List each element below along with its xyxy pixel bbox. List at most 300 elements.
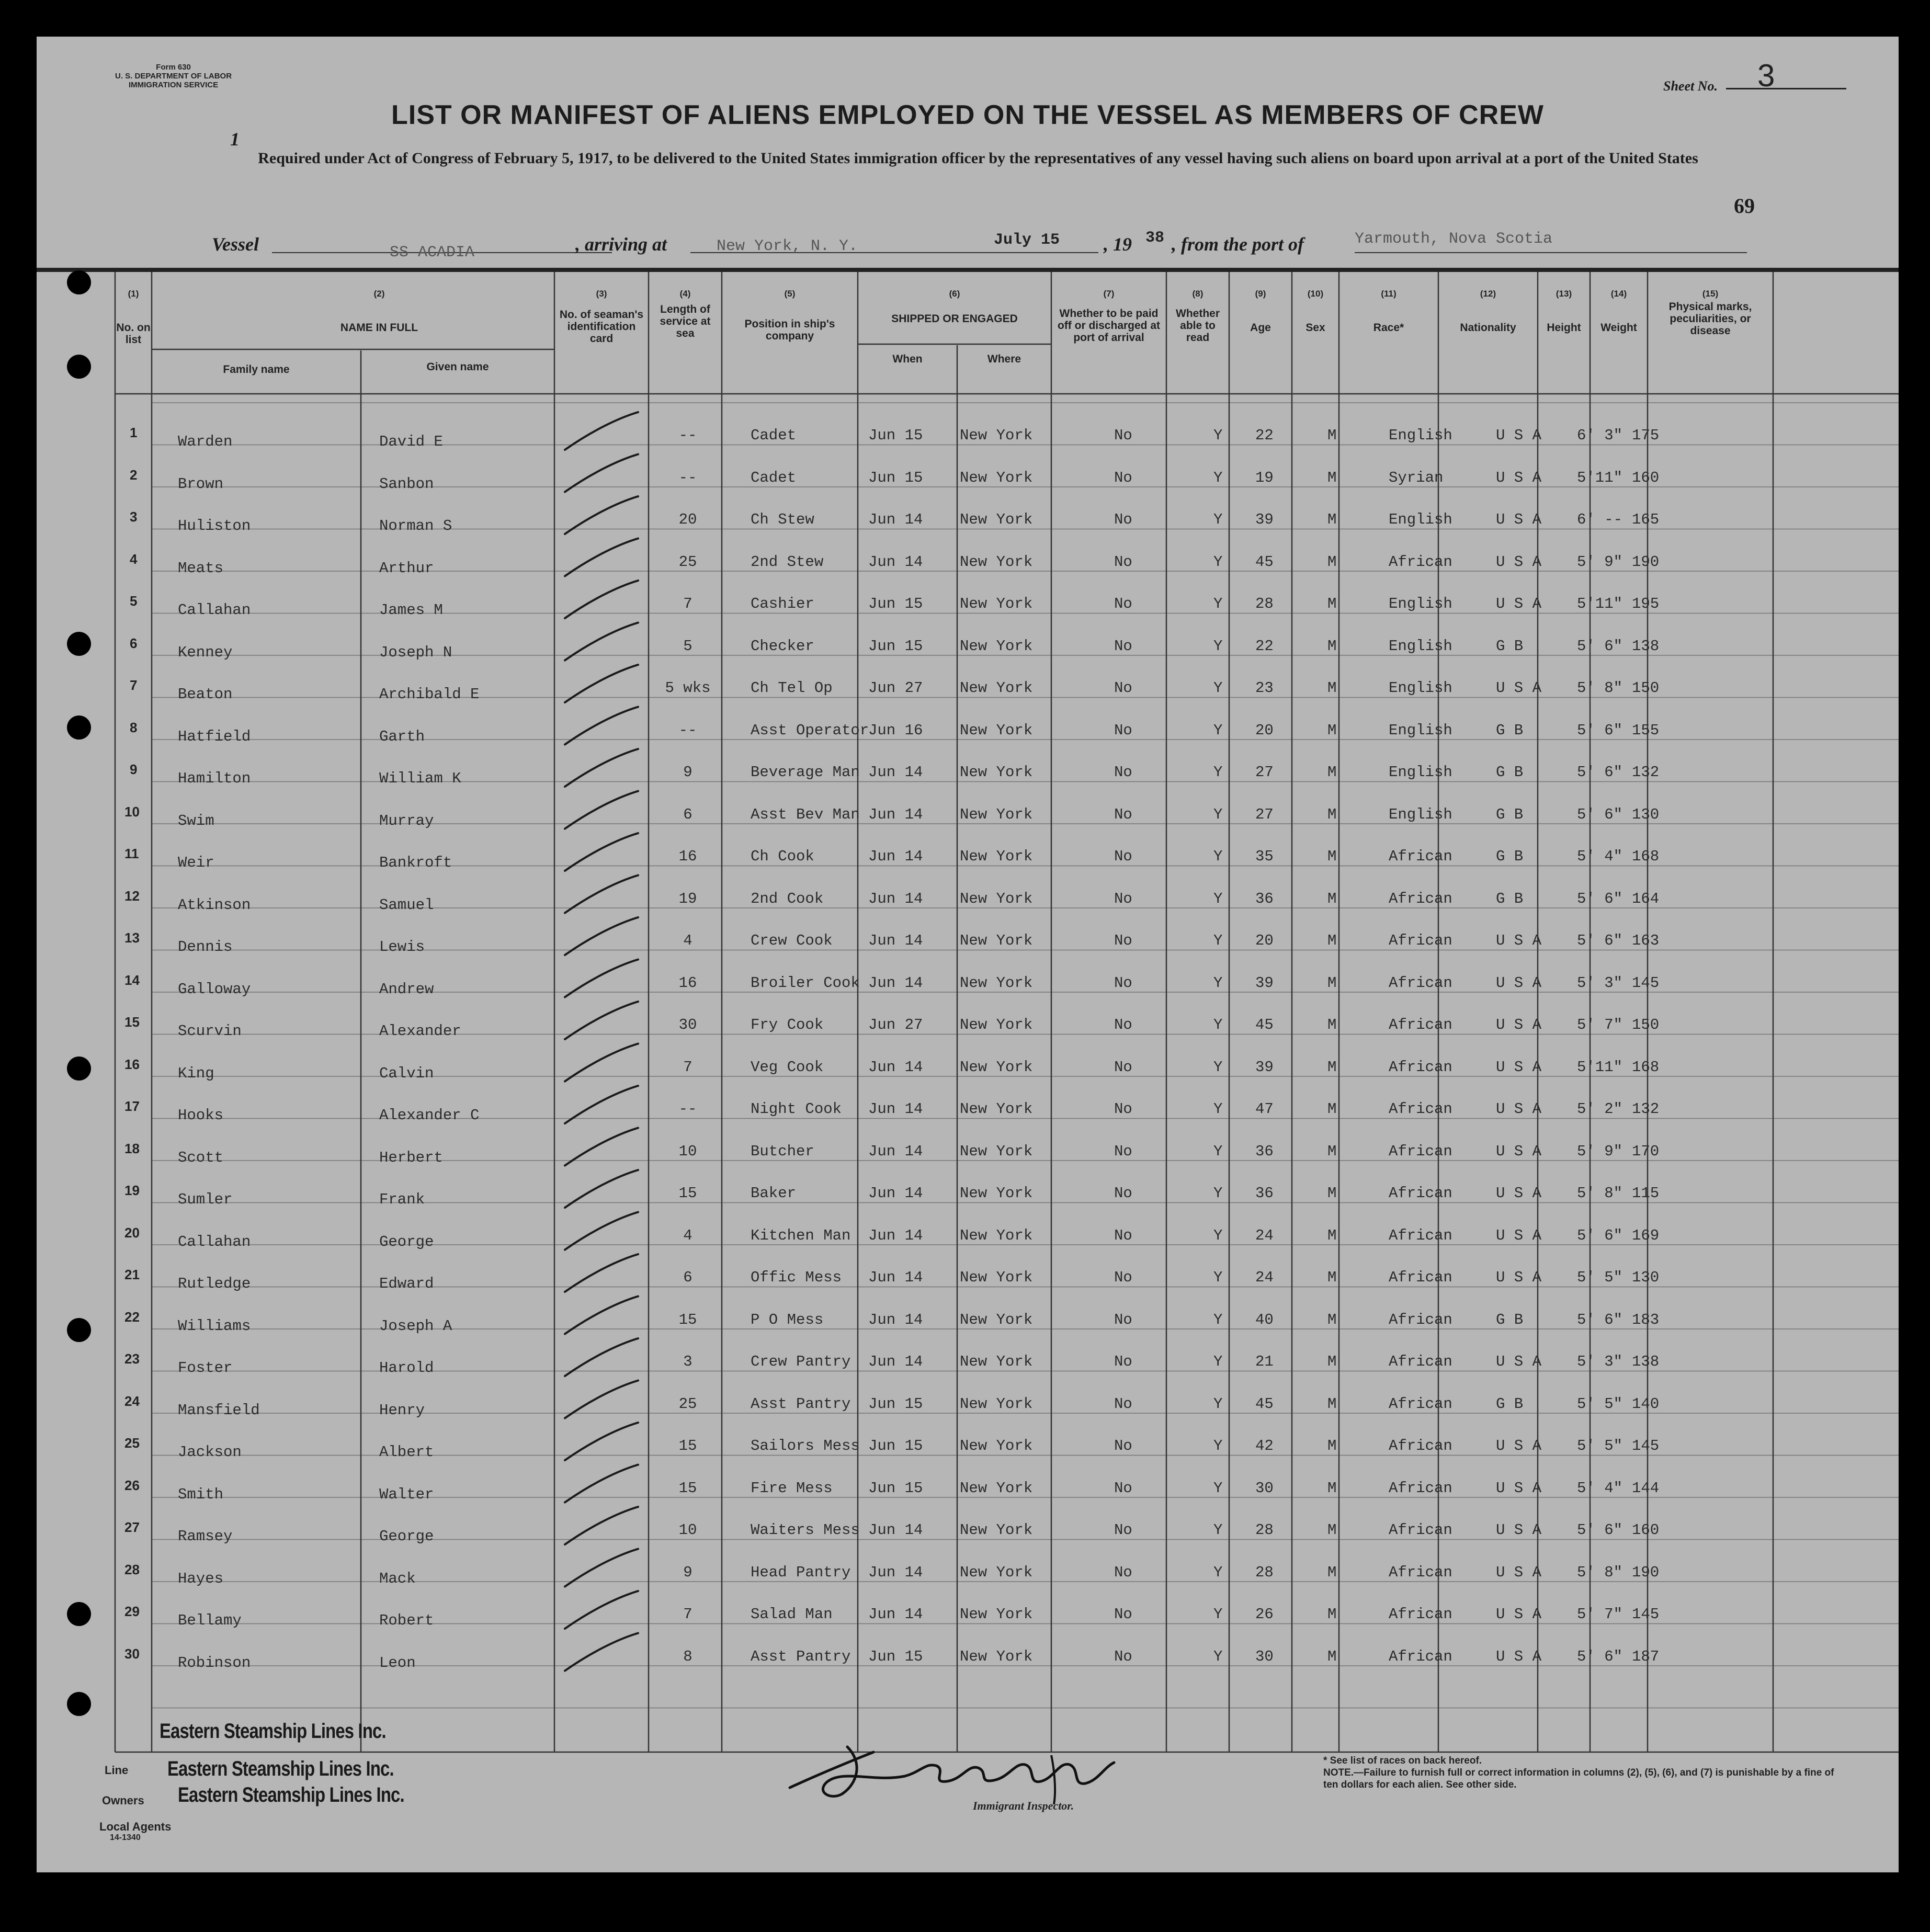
cell-weight: 132 — [1632, 1100, 1660, 1118]
cell-race: Syrian — [1389, 469, 1444, 486]
cell-when: Jun 14 — [868, 764, 923, 781]
check-mark — [565, 1423, 638, 1460]
cell-weight: 144 — [1632, 1479, 1660, 1497]
cell-height: 5'11" — [1577, 469, 1623, 486]
cell-family: Hayes — [178, 1570, 224, 1587]
cell-family: Meats — [178, 559, 224, 577]
cell-read: Y — [1213, 721, 1223, 739]
cell-position: Night Cook — [751, 1100, 842, 1118]
check-mark — [565, 1297, 638, 1334]
row-number: 17 — [124, 1098, 140, 1114]
cell-when: Jun 14 — [868, 1563, 923, 1581]
cell-position: Fry Cook — [751, 1016, 824, 1033]
col12-number: (12) — [1480, 289, 1496, 299]
cell-position: Broiler Cook — [751, 974, 860, 992]
cell-weight: 195 — [1632, 595, 1660, 612]
cell-where: New York — [960, 1563, 1033, 1581]
cell-given: Leon — [379, 1654, 416, 1672]
cell-nat: U S A — [1496, 1142, 1542, 1160]
row-number: 7 — [130, 677, 138, 693]
cell-family: Scurvin — [178, 1022, 242, 1040]
row-number: 16 — [124, 1056, 140, 1072]
cell-height: 5' 5" — [1577, 1395, 1623, 1413]
cell-given: Walter — [379, 1485, 434, 1503]
cell-sex: M — [1327, 1563, 1337, 1581]
cell-position: Fire Mess — [751, 1479, 833, 1497]
cell-paid: No — [1114, 805, 1132, 823]
cell-service: 15 — [678, 1185, 697, 1202]
cell-nat: U S A — [1496, 553, 1542, 571]
cell-service: 15 — [678, 1437, 697, 1454]
cell-given: Harold — [379, 1359, 434, 1377]
cell-given: Norman S — [379, 517, 452, 535]
cell-service: 5 — [683, 637, 692, 655]
col8-number: (8) — [1192, 289, 1204, 299]
cell-nat: G B — [1496, 1395, 1524, 1413]
col14-header: Weight — [1600, 322, 1637, 334]
cell-paid: No — [1114, 1100, 1132, 1118]
cell-given: George — [379, 1233, 434, 1251]
row-number: 27 — [124, 1519, 140, 1535]
inspector-signature — [769, 1731, 1135, 1804]
cell-where: New York — [960, 1606, 1033, 1623]
row-number: 20 — [124, 1224, 140, 1241]
cell-race: African — [1389, 1058, 1452, 1076]
cell-height: 5' 8" — [1577, 1563, 1623, 1581]
cell-race: African — [1389, 553, 1452, 571]
row-number: 28 — [124, 1561, 140, 1577]
cell-age: 19 — [1255, 469, 1274, 486]
cell-where: New York — [960, 1226, 1033, 1244]
check-mark — [565, 1044, 638, 1082]
cell-read: Y — [1213, 1437, 1223, 1454]
cell-sex: M — [1327, 721, 1337, 739]
cell-service: 7 — [683, 595, 692, 612]
cell-read: Y — [1213, 1521, 1223, 1539]
cell-age: 24 — [1255, 1226, 1274, 1244]
cell-height: 5' 6" — [1577, 932, 1623, 949]
cell-height: 5' 3" — [1577, 1353, 1623, 1370]
cell-service: 5 wks — [665, 679, 711, 697]
cell-read: Y — [1213, 595, 1223, 612]
col10-header: Sex — [1305, 322, 1325, 334]
check-mark — [565, 412, 638, 450]
cell-family: Warden — [178, 433, 233, 450]
cell-height: 5' 5" — [1577, 1437, 1623, 1454]
cell-weight: 145 — [1632, 1606, 1660, 1623]
cell-height: 5' 4" — [1577, 848, 1623, 865]
cell-nat: U S A — [1496, 1100, 1542, 1118]
cell-age: 26 — [1255, 1606, 1274, 1623]
cell-sex: M — [1327, 511, 1337, 528]
col8-header: Whether able to read — [1176, 308, 1220, 344]
cell-service: 8 — [683, 1647, 692, 1665]
cell-age: 30 — [1255, 1479, 1274, 1497]
cell-age: 45 — [1255, 1016, 1274, 1033]
cell-service: -- — [678, 469, 697, 486]
col4-number: (4) — [679, 289, 691, 299]
cell-sex: M — [1327, 427, 1337, 444]
col2-header: NAME IN FULL — [340, 322, 418, 334]
cell-paid: No — [1114, 1395, 1132, 1413]
check-mark — [565, 1507, 638, 1544]
col3-number: (3) — [596, 289, 607, 299]
cell-nat: U S A — [1496, 595, 1542, 612]
cell-when: Jun 14 — [868, 1353, 923, 1370]
cell-when: Jun 14 — [868, 890, 923, 907]
row-number: 15 — [124, 1014, 140, 1030]
cell-weight: 190 — [1632, 553, 1660, 571]
cell-when: Jun 14 — [868, 511, 923, 528]
cell-age: 22 — [1255, 427, 1274, 444]
cell-nat: U S A — [1496, 1647, 1542, 1665]
col1-number: (1) — [128, 289, 139, 299]
cell-paid: No — [1114, 848, 1132, 865]
department-name: U. S. DEPARTMENT OF LABOR — [115, 72, 232, 81]
year-prefix: , 19 — [1104, 234, 1132, 255]
cell-given: David E — [379, 433, 443, 450]
where-header: Where — [987, 353, 1021, 365]
col1-header: No. on list — [116, 322, 151, 346]
family-name-header: Family name — [223, 363, 290, 376]
arriving-label: , arriving at — [575, 234, 667, 255]
check-mark — [565, 1549, 638, 1587]
cell-position: 2nd Stew — [751, 553, 824, 571]
cell-weight: 183 — [1632, 1311, 1660, 1328]
cell-sex: M — [1327, 764, 1337, 781]
cell-read: Y — [1213, 1100, 1223, 1118]
cell-family: Hamilton — [178, 770, 251, 787]
cell-service: -- — [678, 427, 697, 444]
cell-given: Arthur — [379, 559, 434, 577]
arrival-date: July 15 — [994, 231, 1060, 249]
cell-when: Jun 14 — [868, 974, 923, 992]
cell-position: Offic Mess — [751, 1269, 842, 1286]
check-mark — [565, 833, 638, 871]
cell-sex: M — [1327, 1437, 1337, 1454]
cell-weight: 170 — [1632, 1142, 1660, 1160]
cell-read: Y — [1213, 1395, 1223, 1413]
cell-race: English — [1389, 721, 1452, 739]
cell-service: 6 — [683, 805, 692, 823]
cell-position: Crew Pantry — [751, 1353, 851, 1370]
row-number: 6 — [130, 635, 138, 651]
cell-height: 5' 6" — [1577, 1647, 1623, 1665]
cell-when: Jun 16 — [868, 721, 923, 739]
cell-where: New York — [960, 553, 1033, 571]
cell-sex: M — [1327, 974, 1337, 992]
cell-family: Mansfield — [178, 1401, 260, 1419]
row-number: 19 — [124, 1183, 140, 1198]
cell-read: Y — [1213, 637, 1223, 655]
punch-hole — [67, 1602, 91, 1626]
sheet-number-label: Sheet No. — [1663, 78, 1718, 94]
cell-family: Ramsey — [178, 1528, 233, 1545]
check-mark — [565, 1212, 638, 1250]
cell-nat: U S A — [1496, 1353, 1542, 1370]
cell-paid: No — [1114, 1226, 1132, 1244]
penalty-note: NOTE.—Failure to furnish full or correct information in columns (2), (5), (6), and (7) is punishable by a fine of ten dollars for each alien. See other side. — [1323, 1767, 1834, 1790]
cell-where: New York — [960, 1185, 1033, 1202]
check-mark — [565, 496, 638, 534]
cell-when: Jun 15 — [868, 1437, 923, 1454]
cell-position: Crew Cook — [751, 932, 833, 949]
cell-height: 5' 9" — [1577, 1142, 1623, 1160]
col13-header: Height — [1547, 322, 1581, 334]
cell-race: African — [1389, 1521, 1452, 1539]
cell-weight: 190 — [1632, 1563, 1660, 1581]
cell-sex: M — [1327, 890, 1337, 907]
vessel-value: SS ACADIA — [390, 244, 475, 262]
cell-nat: U S A — [1496, 974, 1542, 992]
cell-height: 5' 4" — [1577, 1479, 1623, 1497]
cell-sex: M — [1327, 1142, 1337, 1160]
cell-sex: M — [1327, 679, 1337, 697]
row-number: 3 — [130, 509, 138, 525]
cell-nat: G B — [1496, 848, 1524, 865]
cell-position: Ch Tel Op — [751, 679, 833, 697]
cell-race: African — [1389, 1606, 1452, 1623]
cell-where: New York — [960, 890, 1033, 907]
cell-nat: G B — [1496, 721, 1524, 739]
cell-read: Y — [1213, 848, 1223, 865]
cell-where: New York — [960, 1058, 1033, 1076]
cell-paid: No — [1114, 1479, 1132, 1497]
row-number: 2 — [130, 467, 138, 483]
cell-age: 27 — [1255, 764, 1274, 781]
cell-height: 5' 6" — [1577, 890, 1623, 907]
row-number: 26 — [124, 1477, 140, 1493]
cell-where: New York — [960, 1353, 1033, 1370]
cell-nat: U S A — [1496, 1185, 1542, 1202]
cell-given: Lewis — [379, 938, 425, 956]
cell-where: New York — [960, 974, 1033, 992]
cell-race: English — [1389, 637, 1452, 655]
cell-age: 45 — [1255, 553, 1274, 571]
col14-number: (14) — [1610, 289, 1627, 299]
punch-hole — [67, 1692, 91, 1716]
check-mark — [565, 1633, 638, 1671]
cell-sex: M — [1327, 469, 1337, 486]
cell-read: Y — [1213, 1606, 1223, 1623]
cell-nat: U S A — [1496, 1521, 1542, 1539]
cell-race: African — [1389, 1353, 1452, 1370]
cell-age: 20 — [1255, 721, 1274, 739]
cell-race: African — [1389, 1311, 1452, 1328]
cell-height: 5'11" — [1577, 595, 1623, 612]
cell-sex: M — [1327, 1226, 1337, 1244]
cell-nat: U S A — [1496, 1606, 1542, 1623]
cell-height: 5' 6" — [1577, 805, 1623, 823]
cell-where: New York — [960, 932, 1033, 949]
cell-age: 27 — [1255, 805, 1274, 823]
cell-nat: U S A — [1496, 932, 1542, 949]
cell-age: 28 — [1255, 595, 1274, 612]
cell-given: James M — [379, 601, 443, 619]
cell-given: Calvin — [379, 1064, 434, 1082]
cell-service: 9 — [683, 1563, 692, 1581]
cell-height: 5' 2" — [1577, 1100, 1623, 1118]
check-mark — [565, 791, 638, 829]
cell-read: Y — [1213, 1563, 1223, 1581]
cell-service: 9 — [683, 764, 692, 781]
cell-nat: G B — [1496, 637, 1524, 655]
cell-weight: 132 — [1632, 764, 1660, 781]
col13-number: (13) — [1556, 289, 1572, 299]
cell-paid: No — [1114, 1563, 1132, 1581]
cell-position: Checker — [751, 637, 814, 655]
row-number: 23 — [124, 1351, 140, 1367]
arrival-year: 38 — [1145, 229, 1165, 247]
col5-header: Position in ship's company — [744, 318, 835, 342]
cell-paid: No — [1114, 974, 1132, 992]
cell-when: Jun 15 — [868, 1647, 923, 1665]
cell-nat: G B — [1496, 805, 1524, 823]
cell-position: Ch Cook — [751, 848, 814, 865]
table-grid — [37, 37, 1899, 1872]
cell-position: Veg Cook — [751, 1058, 824, 1076]
row-number: 24 — [124, 1393, 140, 1409]
cell-service: 15 — [678, 1479, 697, 1497]
cell-read: Y — [1213, 764, 1223, 781]
cell-read: Y — [1213, 1311, 1223, 1328]
cell-age: 30 — [1255, 1647, 1274, 1665]
cell-race: African — [1389, 1226, 1452, 1244]
from-port-value: Yarmouth, Nova Scotia — [1355, 230, 1553, 248]
cell-family: Atkinson — [178, 896, 251, 914]
cell-family: Hooks — [178, 1107, 224, 1124]
cell-weight: 150 — [1632, 679, 1660, 697]
cell-when: Jun 14 — [868, 1269, 923, 1286]
cell-race: English — [1389, 764, 1452, 781]
cell-when: Jun 15 — [868, 469, 923, 486]
cell-height: 6' -- — [1577, 511, 1623, 528]
cell-where: New York — [960, 1647, 1033, 1665]
cell-where: New York — [960, 1016, 1033, 1033]
cell-height: 5'11" — [1577, 1058, 1623, 1076]
check-mark — [565, 1591, 638, 1629]
cell-height: 5' 6" — [1577, 1311, 1623, 1328]
service-name: IMMIGRATION SERVICE — [128, 81, 219, 89]
row-number: 18 — [124, 1140, 140, 1156]
cell-where: New York — [960, 595, 1033, 612]
cell-where: New York — [960, 1479, 1033, 1497]
cell-nat: G B — [1496, 890, 1524, 907]
cell-position: Asst Bev Man — [751, 805, 860, 823]
cell-height: 5' 6" — [1577, 637, 1623, 655]
cell-sex: M — [1327, 1521, 1337, 1539]
cell-race: African — [1389, 1563, 1452, 1581]
cell-family: Galloway — [178, 980, 251, 998]
cell-position: Sailors Mess — [751, 1437, 860, 1454]
cell-family: Sumler — [178, 1191, 233, 1208]
cell-where: New York — [960, 427, 1033, 444]
cell-nat: U S A — [1496, 679, 1542, 697]
check-mark — [565, 749, 638, 787]
cell-nat: U S A — [1496, 469, 1542, 486]
cell-paid: No — [1114, 1185, 1132, 1202]
cell-read: Y — [1213, 890, 1223, 907]
cell-position: P O Mess — [751, 1311, 824, 1328]
cell-race: English — [1389, 511, 1452, 528]
cell-service: 6 — [683, 1269, 692, 1286]
cell-position: Asst Operator — [751, 721, 869, 739]
cell-when: Jun 14 — [868, 1142, 923, 1160]
local-agents-label: Local Agents — [99, 1820, 172, 1833]
cell-paid: No — [1114, 721, 1132, 739]
cell-weight: 145 — [1632, 1437, 1660, 1454]
cell-service: 7 — [683, 1058, 692, 1076]
row-number: 4 — [130, 551, 138, 567]
cell-nat: U S A — [1496, 1563, 1542, 1581]
cell-race: English — [1389, 679, 1452, 697]
cell-height: 5' 3" — [1577, 974, 1623, 992]
cell-family: Huliston — [178, 517, 251, 535]
form-number: Form 630 — [156, 63, 191, 72]
row-number: 13 — [124, 930, 140, 946]
cell-given: Bankroft — [379, 854, 452, 871]
cell-position: Cadet — [751, 469, 797, 486]
cell-position: Head Pantry — [751, 1563, 851, 1581]
cell-paid: No — [1114, 932, 1132, 949]
form-code: 14-1340 — [110, 1833, 141, 1842]
cell-given: Murray — [379, 812, 434, 829]
cell-nat: U S A — [1496, 1058, 1542, 1076]
punch-hole — [67, 715, 91, 740]
cell-family: Hatfield — [178, 728, 251, 745]
cell-sex: M — [1327, 1606, 1337, 1623]
cell-weight: 165 — [1632, 511, 1660, 528]
cell-sex: M — [1327, 553, 1337, 571]
check-mark — [565, 1002, 638, 1039]
cell-when: Jun 14 — [868, 848, 923, 865]
cell-where: New York — [960, 1521, 1033, 1539]
cell-given: George — [379, 1528, 434, 1545]
col4-header: Length of service at sea — [660, 303, 711, 339]
cell-where: New York — [960, 721, 1033, 739]
arriving-value: New York, N. Y. — [717, 237, 858, 255]
cell-where: New York — [960, 1269, 1033, 1286]
col7-number: (7) — [1103, 289, 1115, 299]
row-number: 12 — [124, 888, 140, 904]
cell-read: Y — [1213, 427, 1223, 444]
cell-nat: U S A — [1496, 1479, 1542, 1497]
cell-family: Dennis — [178, 938, 233, 956]
cell-paid: No — [1114, 1606, 1132, 1623]
cell-weight: 163 — [1632, 932, 1660, 949]
cell-nat: U S A — [1496, 1269, 1542, 1286]
cell-family: Kenney — [178, 643, 233, 661]
cell-where: New York — [960, 469, 1033, 486]
cell-race: African — [1389, 1016, 1452, 1033]
owners-label: Owners — [102, 1794, 144, 1807]
punch-hole — [67, 632, 91, 656]
cell-age: 39 — [1255, 974, 1274, 992]
cell-race: African — [1389, 1100, 1452, 1118]
cell-position: Cadet — [751, 427, 797, 444]
cell-age: 39 — [1255, 511, 1274, 528]
cell-age: 23 — [1255, 679, 1274, 697]
cell-weight: 175 — [1632, 427, 1660, 444]
cell-family: King — [178, 1064, 214, 1082]
cell-weight: 130 — [1632, 805, 1660, 823]
cell-position: Butcher — [751, 1142, 814, 1160]
cell-sex: M — [1327, 1016, 1337, 1033]
cell-paid: No — [1114, 1311, 1132, 1328]
line-value: Eastern Steamship Lines Inc. — [167, 1757, 394, 1780]
cell-paid: No — [1114, 890, 1132, 907]
cell-nat: U S A — [1496, 511, 1542, 528]
